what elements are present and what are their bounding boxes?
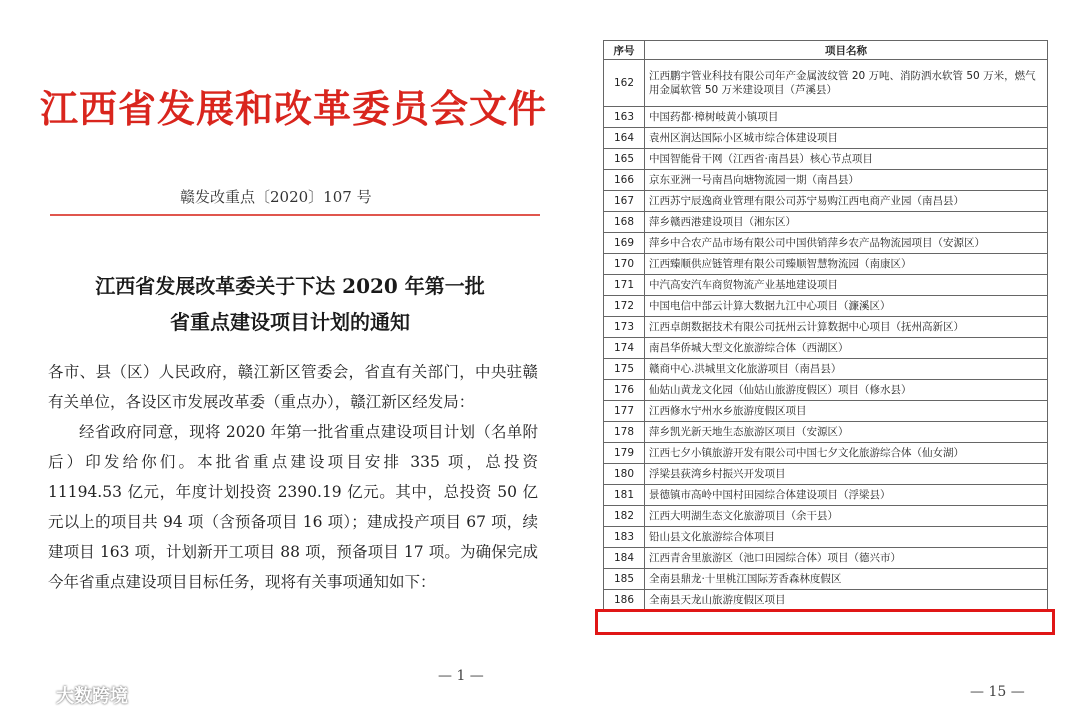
project-name: 景德镇市高岭中国村田园综合体建设项目（浮梁县） bbox=[645, 485, 1048, 506]
project-name: 铅山县文化旅游综合体项目 bbox=[645, 527, 1048, 548]
row-number: 181 bbox=[604, 485, 645, 506]
chat-bubble-logo-icon bbox=[10, 684, 50, 706]
watermark-text: 大数跨境 bbox=[56, 686, 128, 707]
project-name: 赣商中心.洪城里文化旅游项目（南昌县） bbox=[645, 359, 1048, 380]
table-row bbox=[604, 338, 1048, 359]
project-name: 江西七夕小镇旅游开发有限公司中国七夕文化旅游综合体（仙女湖） bbox=[645, 443, 1048, 464]
project-name: 中国智能骨干网（江西省·南昌县）核心节点项目 bbox=[645, 149, 1048, 170]
row-number: 184 bbox=[604, 548, 645, 569]
notice-title-line-1: 江西省发展改革委关于下达 2020 年第一批 bbox=[95, 274, 485, 298]
row-number: 171 bbox=[604, 275, 645, 296]
table-row bbox=[604, 569, 1048, 590]
project-name: 全南县天龙山旅游度假区项目 bbox=[645, 590, 1048, 611]
table-row bbox=[604, 60, 1048, 107]
watermark bbox=[10, 682, 128, 708]
row-number: 177 bbox=[604, 401, 645, 422]
table-row bbox=[604, 233, 1048, 254]
project-name: 江西大明湖生态文化旅游项目（余干县） bbox=[645, 506, 1048, 527]
page-number-left: — 1 — bbox=[438, 668, 484, 684]
row-number: 165 bbox=[604, 149, 645, 170]
table-row bbox=[604, 191, 1048, 212]
row-number: 173 bbox=[604, 317, 645, 338]
table-row bbox=[604, 317, 1048, 338]
table-row bbox=[604, 527, 1048, 548]
row-number: 179 bbox=[604, 443, 645, 464]
project-name: 江西卓朗数据技术有限公司抚州云计算数据中心项目（抚州高新区） bbox=[645, 317, 1048, 338]
project-name: 中国电信中部云计算大数据九江中心项目（濂溪区） bbox=[645, 296, 1048, 317]
document-header: 江西省发展和改革委员会文件 bbox=[40, 86, 548, 131]
project-table bbox=[603, 40, 1048, 611]
project-name: 仙姑山黄龙文化园（仙姑山旅游度假区）项目（修水县） bbox=[645, 380, 1048, 401]
project-name: 京东亚洲一号南昌向塘物流园一期（南昌县） bbox=[645, 170, 1048, 191]
row-number: 180 bbox=[604, 464, 645, 485]
table-row bbox=[604, 464, 1048, 485]
project-table-body bbox=[604, 60, 1048, 611]
project-name: 萍乡赣西港建设项目（湘东区） bbox=[645, 212, 1048, 233]
project-name: 江西臻顺供应链管理有限公司臻顺智慧物流园（南康区） bbox=[645, 254, 1048, 275]
table-row bbox=[604, 212, 1048, 233]
row-number: 164 bbox=[604, 128, 645, 149]
row-number: 162 bbox=[604, 60, 645, 107]
table-row bbox=[604, 128, 1048, 149]
table-row bbox=[604, 380, 1048, 401]
table-row bbox=[604, 401, 1048, 422]
row-number: 186 bbox=[604, 590, 645, 611]
column-header-no: 序号 bbox=[604, 41, 645, 60]
table-header-row bbox=[604, 41, 1048, 60]
table-row bbox=[604, 296, 1048, 317]
project-name: 江西修水宁州水乡旅游度假区项目 bbox=[645, 401, 1048, 422]
salutation-paragraph: 各市、县（区）人民政府，赣江新区管委会，省直有关部门，中央驻赣有关单位，各设区市发展改革委（重点办），赣江新区经发局： bbox=[48, 363, 538, 411]
notice-title bbox=[60, 268, 520, 340]
highlight-box bbox=[595, 609, 1055, 635]
notice-body bbox=[48, 357, 538, 597]
column-header-name: 项目名称 bbox=[645, 41, 1048, 60]
table-row bbox=[604, 443, 1048, 464]
row-number: 182 bbox=[604, 506, 645, 527]
table-row bbox=[604, 170, 1048, 191]
table-row bbox=[604, 254, 1048, 275]
row-number: 168 bbox=[604, 212, 645, 233]
row-number: 176 bbox=[604, 380, 645, 401]
row-number: 183 bbox=[604, 527, 645, 548]
row-number: 163 bbox=[604, 107, 645, 128]
row-number: 170 bbox=[604, 254, 645, 275]
project-name: 江西鹏宇管业科技有限公司年产金属波纹管 20 万吨、消防洒水软管 50 万米，燃气用金属软管 50 万米建设项目（芦溪县） bbox=[645, 60, 1048, 107]
row-number: 167 bbox=[604, 191, 645, 212]
document-number: 赣发改重点〔2020〕107 号 bbox=[180, 188, 372, 206]
project-name: 袁州区润达国际小区城市综合体建设项目 bbox=[645, 128, 1048, 149]
table-row bbox=[604, 275, 1048, 296]
table-row bbox=[604, 590, 1048, 611]
notice-title-line-2: 省重点建设项目计划的通知 bbox=[170, 310, 410, 334]
right-page bbox=[560, 0, 1080, 717]
page-number-right: — 15 — bbox=[970, 684, 1025, 700]
row-number: 175 bbox=[604, 359, 645, 380]
main-paragraph: 经省政府同意，现将 2020 年第一批省重点建设项目计划（名单附后）印发给你们。本批省重点建设项目安排 335 项，总投资 11194.53 亿元，年度计划投资 2390.19 亿元。其中，总投资 50 亿元以上的项目共 94 项（含预备项目 16 项）；建成投产项目 67 项，续建项目 163 项，计划新开工项目 88 项，预备项目 17 项。为确保完成今年省重点建设项目目标任务，现将有关事项通知如下： bbox=[48, 423, 538, 591]
project-name: 中国药都·樟树岐黄小镇项目 bbox=[645, 107, 1048, 128]
table-row bbox=[604, 107, 1048, 128]
table-row bbox=[604, 548, 1048, 569]
table-row bbox=[604, 359, 1048, 380]
project-name: 中汽高安汽车商贸物流产业基地建设项目 bbox=[645, 275, 1048, 296]
project-name: 全南县鼎龙·十里桃江国际芳香森林度假区 bbox=[645, 569, 1048, 590]
project-name: 萍乡凯光新天地生态旅游区项目（安源区） bbox=[645, 422, 1048, 443]
project-name: 江西苏宁辰逸商业管理有限公司苏宁易购江西电商产业园（南昌县） bbox=[645, 191, 1048, 212]
project-name: 南昌华侨城大型文化旅游综合体（西湖区） bbox=[645, 338, 1048, 359]
table-row bbox=[604, 506, 1048, 527]
header-divider bbox=[50, 214, 540, 216]
row-number: 166 bbox=[604, 170, 645, 191]
row-number: 174 bbox=[604, 338, 645, 359]
row-number: 185 bbox=[604, 569, 645, 590]
row-number: 169 bbox=[604, 233, 645, 254]
project-name: 萍乡中合农产品市场有限公司中国供销萍乡农产品物流园项目（安源区） bbox=[645, 233, 1048, 254]
table-row bbox=[604, 149, 1048, 170]
table-row bbox=[604, 485, 1048, 506]
table-row bbox=[604, 422, 1048, 443]
row-number: 172 bbox=[604, 296, 645, 317]
project-name: 江西青舍里旅游区（池口田园综合体）项目（德兴市） bbox=[645, 548, 1048, 569]
row-number: 178 bbox=[604, 422, 645, 443]
project-name: 浮梁县荻湾乡村振兴开发项目 bbox=[645, 464, 1048, 485]
